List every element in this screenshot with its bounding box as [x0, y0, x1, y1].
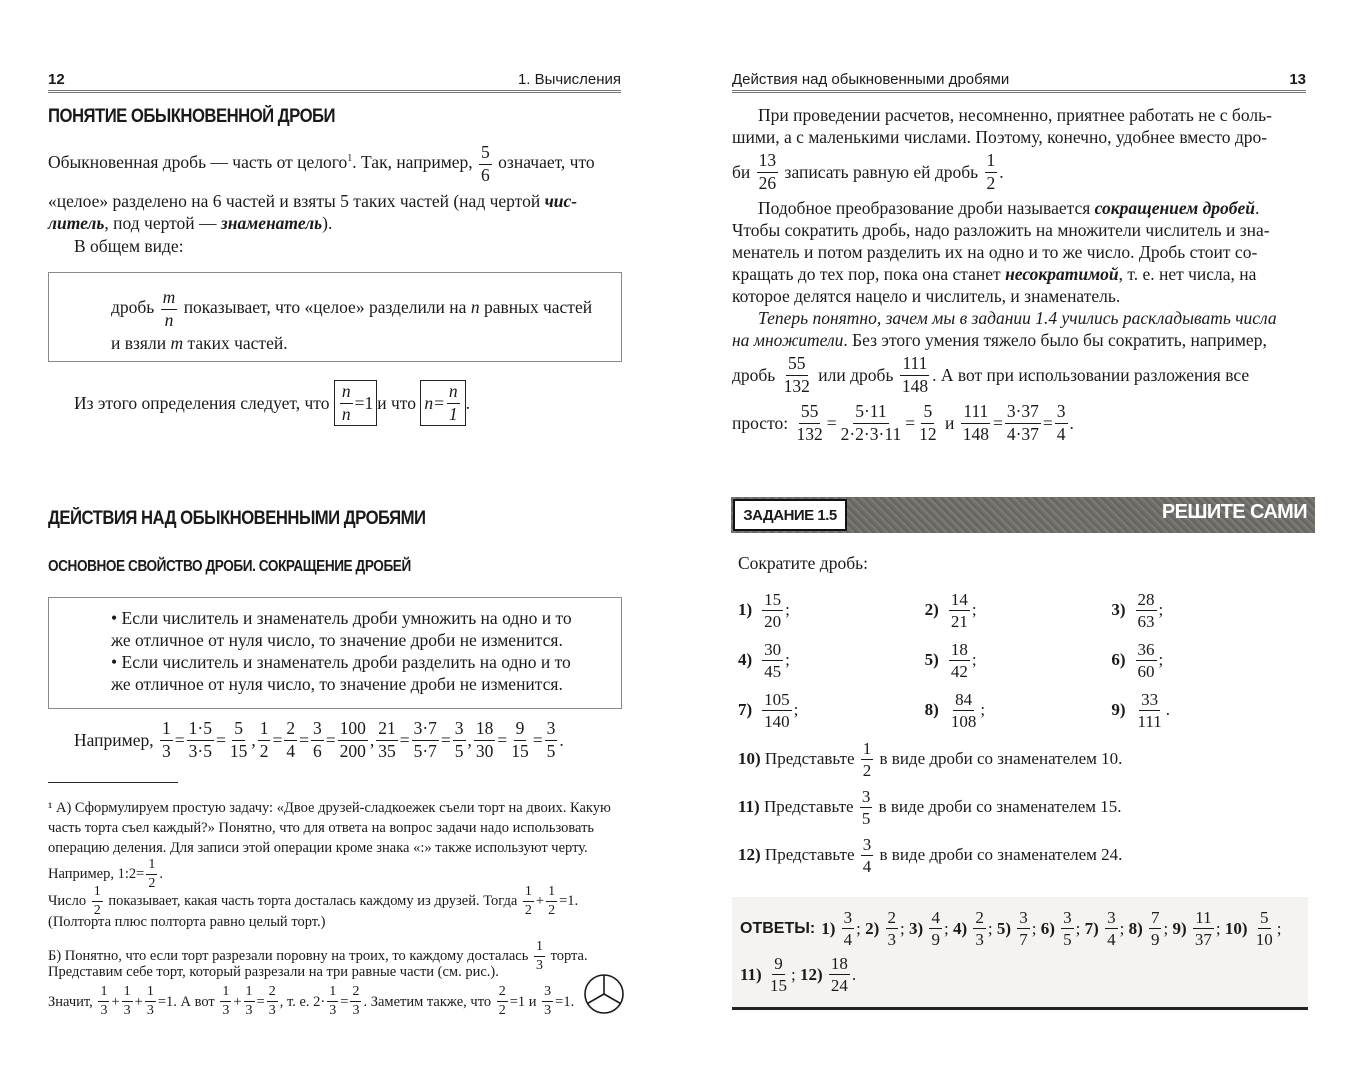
- fraction: $\frac{21}{35}$: [378, 718, 396, 761]
- cake-divided-in-three-icon: [583, 973, 625, 1015]
- answer-number: 5): [996, 918, 1016, 938]
- fraction: $\frac{30}{45}$: [764, 639, 782, 681]
- conclusion-line: Из этого определения следует, что $\frac{n}{n}$ =1 и что n= $\frac{n}{1}$ .: [74, 380, 470, 426]
- exercise-item: 7) $\frac{105}{140}$ ;: [738, 689, 799, 731]
- fraction: $\frac{3\cdot 37}{4\cdot 37}$: [1006, 401, 1039, 444]
- footnote-b-line2: Представим себе торт, который разрезали на три равные части (см. рис.).: [48, 964, 499, 980]
- fraction: $\frac{15}{20}$: [764, 589, 782, 631]
- answer-number: 7): [1084, 918, 1104, 938]
- fraction: $\frac{2}{3}$: [887, 908, 897, 949]
- answers-line-1: ОТВЕТЫ: 1) $\frac{3}{4}$ ; 2) $\frac{2}{3}$ ; 3) $\frac{4}{9}$ ; 4) $\frac{2}{3}$ ; 5) $\frac{3}{7}$ ; 6) $\frac{3}{5}$ ; 7) $\frac{3}{4}$ ; 8) $\frac{7}{9}$ ; 9) $\frac{11}{37}$ ; 10) $\frac{5}{10}$ ;: [740, 908, 1286, 949]
- reduction-paragraph: Подобное преобразование дроби называется сокращением дробей. Чтобы сократить дробь, надо разложить на множители числитель и зна- менатель и потом разделить их на одно и то же число. Дробь стоит со- кращать до тех пор, пока она станет несократимой, т. е. нет числа, на которое делятся нацело и числитель, и знаменатель.: [732, 198, 1270, 306]
- footnote-so: Значит, $\frac{1}{3}$ + $\frac{1}{3}$ + $\frac{1}{3}$ =1. А вот $\frac{1}{3}$ + $\frac{1}{3}$ = $\frac{2}{3}$ , т. е. 2· $\frac{1}{3}$ = $\frac{2}{3}$ . Заметим также, что $\frac{2}{2}$ =1 и $\frac{3}{3}$ =1.: [48, 984, 575, 1018]
- term-denominator: знаменатель: [220, 213, 323, 233]
- task-label: ЗАДАНИЕ 1.5: [733, 499, 847, 531]
- fraction: $\frac{36}{60}$: [1137, 639, 1155, 681]
- running-head-title: Действия над обыкновенными дробями: [732, 71, 1010, 88]
- answer-number: 3): [909, 918, 928, 938]
- fraction: $\frac{14}{21}$: [950, 589, 968, 631]
- fraction: $\frac{55}{132}$: [796, 401, 823, 444]
- fraction: $\frac{7}{9}$: [1150, 908, 1160, 949]
- footnote-b: Б) Понятно, что если торт разрезали поровну на троих, то каждому досталась $\frac{1}{3}$ торта.: [48, 939, 588, 973]
- fraction: $\frac{3}{4}$: [862, 834, 872, 876]
- footnote-a: ¹ А) Сформулируем простую задачу: «Двое друзей-сладкоежек съели торт на двоих. Какую часть торта съел каждый?» Понятно, что для ответа на вопрос задачи надо использовать операцию деления. Для записи этой операции кроме знака «:» также используют черту.: [48, 800, 611, 856]
- intro-line-3: би $\frac{13}{26}$ записать равную ей дробь $\frac{1}{2}$ .: [732, 150, 1004, 193]
- answer-number: 10): [1224, 918, 1252, 938]
- answer-number: 12): [799, 964, 827, 984]
- example-line: Например, $\frac{1}{3}$ = $\frac{1\cdot 5}{3\cdot 5}$ = $\frac{5}{15}$ , $\frac{1}{2}$ = $\frac{2}{4}$ = $\frac{3}{6}$ = $\frac{100}{200}$ , $\frac{21}{35}$ = $\frac{3\cdot 7}{5\cdot 7}$ = $\frac{3}{5}$ , $\frac{18}{30}$ = $\frac{9}{15}$ = $\frac{3}{5}$ .: [74, 718, 564, 761]
- represent-exercise: 12) Представьте $\frac{3}{4}$ в виде дроби со знаменателем 24.: [738, 834, 1123, 876]
- answer-number: 1): [821, 918, 840, 938]
- answer-number: 11): [740, 964, 766, 984]
- task-instruction: Сократите дробь:: [738, 553, 868, 573]
- fraction-m-n: $\frac{m}{n}$: [162, 287, 176, 330]
- running-header-left: [48, 66, 621, 93]
- answer-number: 6): [1040, 918, 1060, 938]
- section-title-2: ДЕЙСТВИЯ НАД ОБЫКНОВЕННЫМИ ДРОБЯМИ: [48, 508, 426, 529]
- footnote-example: Например, 1:2= $\frac{1}{2}$ .: [48, 857, 163, 891]
- example-fraction-chains: $\frac{1}{3}$ = $\frac{1\cdot 5}{3\cdot 5}$ = $\frac{5}{15}$ , $\frac{1}{2}$ = $\frac{2}{4}$ = $\frac{3}{6}$ = $\frac{100}{200}$ , $\frac{21}{35}$ = $\frac{3\cdot 7}{5\cdot 7}$ = $\frac{3}{5}$ , $\frac{18}{30}$ = $\frac{9}{15}$ = $\frac{3}{5}$ .: [162, 718, 564, 761]
- fraction: $\frac{3}{6}$: [312, 718, 322, 761]
- text: означает, что: [498, 152, 595, 173]
- exercise-item: 8) $\frac{84}{108}$ ;: [924, 689, 986, 731]
- exercise-row: [738, 685, 1298, 735]
- exercise-grid: [738, 585, 1298, 735]
- represent-exercise: 10) Представьте $\frac{1}{2}$ в виде дроби со знаменателем 10.: [738, 738, 1123, 780]
- exercise-item: 2) $\frac{14}{21}$ ;: [924, 589, 977, 631]
- fraction: $\frac{2}{4}$: [286, 718, 296, 761]
- term-reduction: сокращением дробей: [1094, 198, 1256, 218]
- section-title: ПОНЯТИЕ ОБЫКНОВЕННОЙ ДРОБИ: [48, 106, 336, 127]
- rules-box: • Если числитель и знаменатель дроби умножить на одно и то же отличное от нуля число, то значение дроби не изменится. • Если числитель и знаменатель дроби разделить на одно и то же отличное от нуля число, то значение дроби не изменится.: [48, 597, 622, 709]
- answer-number: 8): [1128, 918, 1147, 938]
- represent-exercises: [738, 735, 1298, 879]
- page-number: 12: [48, 71, 65, 88]
- left-page: [0, 0, 680, 1080]
- term-numerator: чис-: [544, 191, 578, 211]
- fraction: $\frac{5}{12}$: [919, 401, 937, 444]
- footnote-half: Число $\frac{1}{2}$ показывает, какая часть торта досталась каждому из друзей. Тогда $\frac{1}{2}$ + $\frac{1}{2}$ =1.: [48, 884, 579, 918]
- page-number: 13: [1289, 71, 1306, 88]
- answer-number: 4): [952, 918, 972, 938]
- rule-1: • Если числитель и знаменатель дроби умножить на одно и то: [111, 608, 572, 628]
- fraction: $\frac{11}{37}$: [1194, 908, 1212, 949]
- fraction: $\frac{3}{5}$: [546, 718, 556, 761]
- fraction: $\frac{3}{4}$: [1107, 908, 1116, 949]
- fraction: $\frac{18}{30}$: [475, 718, 494, 761]
- task-banner-title: РЕШИТЕ САМИ: [1161, 501, 1307, 523]
- running-head-title: 1. Вычисления: [517, 71, 621, 88]
- rule-2: • Если числитель и знаменатель дроби разделить на одно и то: [111, 652, 571, 672]
- fraction: $\frac{28}{63}$: [1137, 589, 1155, 631]
- fraction: $\frac{111}{148}$: [962, 401, 989, 444]
- now-paragraph: Теперь понятно, зачем мы в задании 1.4 учились раскладывать числа на множители. Без этого умения тяжело было бы сократить, например,: [732, 308, 1277, 350]
- intro-paragraph: При проведении расчетов, несомненно, приятнее работать не с боль- шими, а с маленькими числами. Поэтому, конечно, удобнее вместо дро-: [732, 105, 1272, 147]
- boxed-equation-2: n= $\frac{n}{1}$: [420, 380, 465, 426]
- fraction: $\frac{105}{140}$: [764, 689, 790, 731]
- fraction: $\frac{9}{15}$: [769, 954, 787, 995]
- answers-line-2: 11) $\frac{9}{15}$ ; 12) $\frac{18}{24}$ .: [740, 954, 857, 995]
- fraction: $\frac{1}{2}$: [862, 738, 872, 780]
- footnote-half-note: (Полторта плюс полторта равно целый торт.): [48, 914, 326, 930]
- subsection-title: ОСНОВНОЕ СВОЙСТВО ДРОБИ. СОКРАЩЕНИЕ ДРОБЕЙ: [48, 558, 411, 575]
- answer-number: 9): [1172, 918, 1191, 938]
- boxed-equation-1: $\frac{n}{n}$ =1: [334, 380, 377, 426]
- fraction: $\frac{84}{108}$: [950, 689, 977, 731]
- fraction: $\frac{4}{9}$: [931, 908, 940, 949]
- definition-paragraph: [48, 144, 628, 184]
- text: . Так, например,: [352, 152, 473, 173]
- general-form-label: В общем виде:: [74, 236, 184, 256]
- simple-line: просто: $\frac{55}{132}$ = $\frac{5\cdot 11}{2\cdot 2\cdot 3\cdot 11}$ = $\frac{5}{12}$ и $\frac{111}{148}$ = $\frac{3\cdot 37}{4\cdot 37}$ = $\frac{3}{4}$ .: [732, 401, 1074, 444]
- term-irreducible: несократимой: [1005, 264, 1119, 284]
- fraction: $\frac{18}{24}$: [830, 954, 848, 995]
- fraction: $\frac{1\cdot 5}{3\cdot 5}$: [188, 718, 212, 761]
- fraction: $\frac{1}{2}$: [259, 718, 269, 761]
- exercise-item: 6) $\frac{36}{60}$ ;: [1111, 639, 1164, 681]
- exercise-item: 1) $\frac{15}{20}$ ;: [738, 589, 790, 631]
- fraction: $\frac{18}{42}$: [950, 639, 968, 681]
- fraction: $\frac{3}{5}$: [861, 786, 871, 828]
- running-header-right: [732, 66, 1306, 93]
- fraction: $\frac{3}{5}$: [454, 718, 464, 761]
- right-page: [690, 0, 1363, 1080]
- answers-block: [732, 897, 1308, 1010]
- fraction: $\frac{3}{4}$: [843, 908, 853, 949]
- fraction: $\frac{9}{15}$: [511, 718, 529, 761]
- text: Обыкновенная дробь — часть от целого: [48, 152, 348, 173]
- answers-title: ОТВЕТЫ:: [740, 919, 816, 937]
- fraction: $\frac{5\cdot 11}{2\cdot 2\cdot 3\cdot 11}$: [840, 401, 902, 444]
- exercise-row: [738, 585, 1298, 635]
- task-banner: [731, 497, 1315, 533]
- fraction: $\frac{5}{10}$: [1255, 908, 1273, 949]
- fraction-chain-2: $\frac{111}{148}$ = $\frac{3\cdot 37}{4\cdot 37}$ = $\frac{3}{4}$: [962, 401, 1066, 444]
- exercise-row: [738, 635, 1298, 685]
- definition-paragraph-2: «целое» разделено на 6 частей и взяты 5 таких частей (над чертой чис- литель, под чертой — знаменатель).: [48, 191, 578, 233]
- fraction: $\frac{2}{3}$: [975, 908, 984, 949]
- exercise-item: 5) $\frac{18}{42}$ ;: [924, 639, 977, 681]
- exercise-item: 3) $\frac{28}{63}$ ;: [1111, 589, 1164, 631]
- fraction: $\frac{3}{5}$: [1063, 908, 1072, 949]
- represent-exercise: 11) Представьте $\frac{3}{5}$ в виде дроби со знаменателем 15.: [738, 786, 1122, 828]
- footnote-rule: [48, 782, 178, 783]
- exercise-item: 4) $\frac{30}{45}$ ;: [738, 639, 790, 681]
- fraction: $\frac{3}{7}$: [1019, 908, 1028, 949]
- footnote-marker[interactable]: 1: [347, 153, 353, 165]
- answer-number: 2): [865, 918, 884, 938]
- fraction: $\frac{3\cdot 7}{5\cdot 7}$: [413, 718, 437, 761]
- now-line-3: дробь $\frac{55}{132}$ или дробь $\frac{111}{148}$ . А вот при использовании разложения все: [732, 353, 1250, 396]
- definition-box: дробь $\frac{m}{n}$ показывает, что «целое» разделили на n равных частей и взяли m таких частей.: [48, 272, 622, 362]
- fraction: $\frac{5}{15}$: [229, 718, 248, 761]
- fraction: $\frac{3}{4}$: [1056, 401, 1066, 444]
- fraction: $\frac{100}{200}$: [339, 718, 366, 761]
- fraction: $\frac{33}{111}$: [1137, 689, 1162, 731]
- exercise-item: 9) $\frac{33}{111}$ .: [1111, 689, 1171, 731]
- fraction-chain-1: $\frac{55}{132}$ = $\frac{5\cdot 11}{2\cdot 2\cdot 3\cdot 11}$ = $\frac{5}{12}$: [796, 401, 937, 444]
- fraction: $\frac{1}{3}$: [162, 718, 171, 761]
- fraction: $\frac{5}{6}$: [481, 142, 490, 185]
